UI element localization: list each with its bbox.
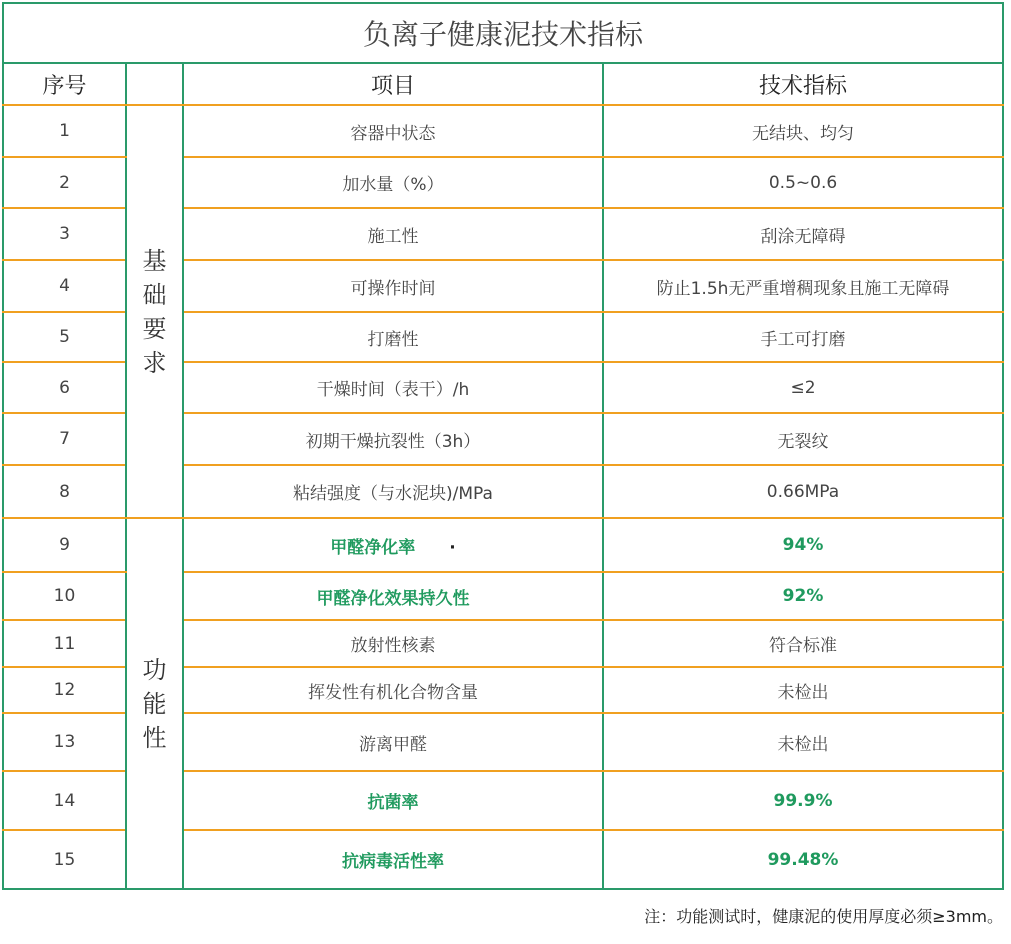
- row-spec: 刮涂无障碍: [603, 208, 1003, 260]
- row-no: 4: [3, 260, 126, 312]
- row-item-text: 加水量（%）: [342, 175, 444, 195]
- category-cell: [126, 518, 183, 889]
- row-item-text: 甲醛净化率: [330, 537, 416, 558]
- row-spec: 0.66MPa: [603, 465, 1003, 518]
- category-cell: [126, 105, 183, 518]
- header-no: 序号: [3, 63, 126, 105]
- row-item-text: 挥发性有机化合物含量: [308, 682, 478, 703]
- row-no: 1: [3, 105, 126, 157]
- row-item: [183, 105, 603, 157]
- row-no: 6: [3, 362, 126, 413]
- table-row: [3, 105, 1003, 157]
- row-no: 11: [3, 620, 126, 667]
- table-row: [3, 518, 1003, 572]
- row-item-text: 粘结强度（与水泥块)/MPa: [293, 484, 493, 504]
- category-label: 功能性: [142, 655, 167, 752]
- row-item-text: 甲醛净化效果持久性: [316, 588, 470, 609]
- row-item: [183, 572, 603, 620]
- row-item-text: 干燥时间（表干）/h: [316, 380, 470, 400]
- category-label: 基础要求: [142, 246, 167, 377]
- row-no: 10: [3, 572, 126, 620]
- row-spec: 99.9%: [603, 771, 1003, 830]
- row-item-text: 抗菌率: [367, 793, 419, 813]
- footnote: 注：功能测试时，健康泥的使用厚度必须≥3mm。: [644, 907, 1003, 926]
- row-spec: 防止1.5h无严重增稠现象且施工无障碍: [603, 260, 1003, 312]
- row-item: [183, 518, 603, 572]
- row-spec: 0.5~0.6: [603, 157, 1003, 208]
- header-spec: 技术指标: [603, 63, 1003, 105]
- row-no: 9: [3, 518, 126, 572]
- row-item: [183, 771, 603, 830]
- row-spec: 手工可打磨: [603, 312, 1003, 362]
- row-item-text: 打磨性: [367, 329, 419, 350]
- table-title: 负离子健康泥技术指标: [3, 3, 1003, 63]
- row-no: 3: [3, 208, 126, 260]
- row-item-text: 放射性核素: [350, 636, 436, 656]
- row-no: 13: [3, 713, 126, 771]
- row-item: [183, 667, 603, 713]
- row-item: [183, 830, 603, 889]
- row-spec: 符合标准: [603, 620, 1003, 667]
- row-item: [183, 465, 603, 518]
- header-category: [126, 63, 183, 105]
- row-spec: 94%: [603, 518, 1003, 572]
- spec-table: [2, 2, 1004, 890]
- row-no: 7: [3, 413, 126, 465]
- row-spec: 未检出: [603, 713, 1003, 771]
- row-item: [183, 260, 603, 312]
- row-no: 2: [3, 157, 126, 208]
- stray-dot: ·: [449, 537, 456, 558]
- header-item: 项目: [183, 63, 603, 105]
- row-item: [183, 713, 603, 771]
- row-spec: 92%: [603, 572, 1003, 620]
- row-no: 8: [3, 465, 126, 518]
- row-spec: ≤2: [603, 362, 1003, 413]
- row-spec: 99.48%: [603, 830, 1003, 889]
- row-item-text: 容器中状态: [350, 123, 436, 144]
- row-item-text: 初期干燥抗裂性（3h）: [305, 431, 481, 452]
- row-item-text: 可操作时间: [350, 278, 436, 299]
- row-spec: 无结块、均匀: [603, 105, 1003, 157]
- row-no: 5: [3, 312, 126, 362]
- row-item-text: 施工性: [367, 226, 419, 247]
- row-item: [183, 620, 603, 667]
- row-item: [183, 362, 603, 413]
- row-no: 14: [3, 771, 126, 830]
- row-item: [183, 157, 603, 208]
- row-item-text: 游离甲醛: [359, 734, 427, 755]
- row-item: [183, 208, 603, 260]
- row-no: 15: [3, 830, 126, 889]
- row-spec: 未检出: [603, 667, 1003, 713]
- row-item: [183, 312, 603, 362]
- row-spec: 无裂纹: [603, 413, 1003, 465]
- row-item-text: 抗病毒活性率: [342, 852, 444, 872]
- row-no: 12: [3, 667, 126, 713]
- row-item: [183, 413, 603, 465]
